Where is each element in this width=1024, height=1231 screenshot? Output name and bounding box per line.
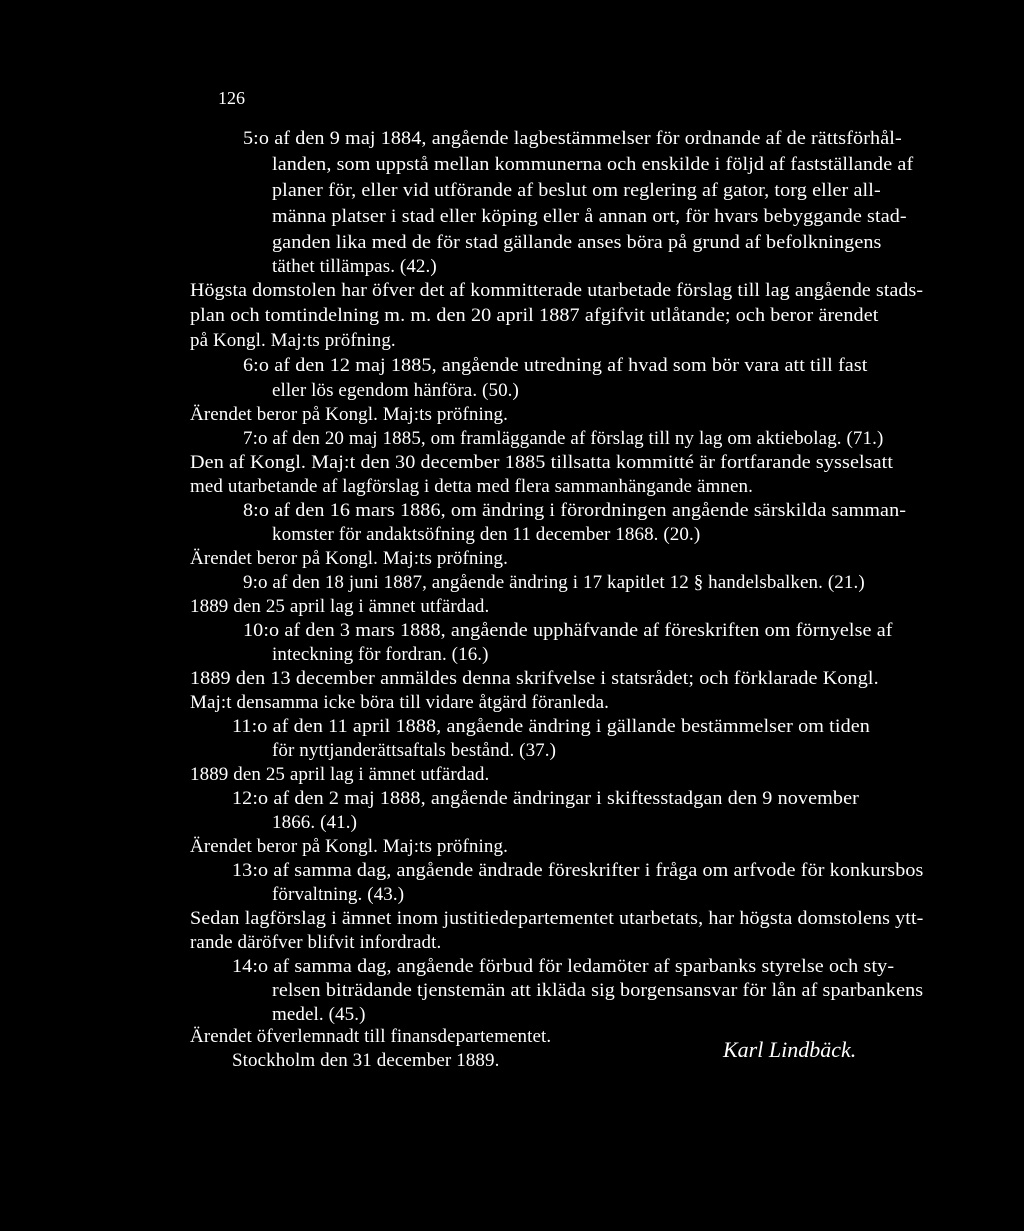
text-line: plan och tomtindelning m. m. den 20 april 1887 afgifvit utlåtande; och beror ärendet (190, 305, 879, 326)
text-line: inteckning för fordran. (16.) (272, 644, 489, 665)
text-line: 7:o af den 20 maj 1885, om framläggande af förslag till ny lag om aktiebolag. (71.) (243, 428, 884, 449)
text-line: 1889 den 25 april lag i ämnet utfärdad. (190, 596, 490, 617)
text-line: ganden lika med de för stad gällande anses böra på grund af befolkningens (272, 232, 882, 253)
text-line: 14:o af samma dag, angående förbud för ledamöter af sparbanks styrelse och sty- (232, 956, 895, 977)
text-line: 5:o af den 9 maj 1884, angående lagbestämmelser för ordnande af de rättsförhål- (243, 128, 902, 149)
text-line: Ärendet beror på Kongl. Maj:ts pröfning. (190, 548, 508, 569)
text-line: för nyttjanderättsaftals bestånd. (37.) (272, 740, 557, 761)
text-line: eller lös egendom hänföra. (50.) (272, 380, 519, 401)
text-line: rande däröfver blifvit infordradt. (190, 932, 442, 953)
text-line: Den af Kongl. Maj:t den 30 december 1885 tillsatta kommitté är fortfarande sysselsatt (190, 452, 894, 473)
text-line: 1889 den 25 april lag i ämnet utfärdad. (190, 764, 490, 785)
text-line: landen, som uppstå mellan kommunerna och enskilde i följd af fastställande af (272, 154, 914, 175)
text-line: 6:o af den 12 maj 1885, angående utredning af hvad som bör vara att till fast (243, 355, 868, 376)
text-line: 1889 den 13 december anmäldes denna skrifvelse i statsrådet; och förklarade Kongl. (190, 668, 879, 689)
signature: Karl Lindbäck. (723, 1037, 857, 1062)
text-line: 1866. (41.) (272, 812, 358, 833)
text-line: 9:o af den 18 juni 1887, angående ändring i 17 kapitlet 12 § handelsbalken. (21.) (243, 572, 865, 593)
text-line: med utarbetande af lagförslag i detta med flera sammanhängande ämnen. (190, 476, 753, 497)
text-line: täthet tillämpas. (42.) (272, 256, 437, 277)
text-line: 13:o af samma dag, angående ändrade föreskrifter i fråga om arfvode för konkursbos (232, 860, 924, 881)
text-line: Ärendet beror på Kongl. Maj:ts pröfning. (190, 404, 508, 425)
text-line: Maj:t densamma icke böra till vidare åtgärd föranleda. (190, 692, 610, 713)
text-line: komster för andaktsöfning den 11 december 1868. (20.) (272, 524, 701, 545)
text-line: Ärendet beror på Kongl. Maj:ts pröfning. (190, 836, 508, 857)
text-line: 12:o af den 2 maj 1888, angående ändringar i skiftesstadgan den 9 november (232, 788, 859, 809)
page-number: 126 (218, 88, 245, 108)
text-line: förvaltning. (43.) (272, 884, 405, 905)
text-line: 11:o af den 11 april 1888, angående ändring i gällande bestämmelser om tiden (232, 716, 870, 737)
text-line: Högsta domstolen har öfver det af kommitterade utarbetade förslag till lag angående stads- (190, 280, 924, 301)
text-line: 10:o af den 3 mars 1888, angående upphäfvande af föreskriften om förnyelse af (243, 620, 893, 641)
text-line: medel. (45.) (272, 1004, 366, 1025)
text-line: Sedan lagförslag i ämnet inom justitiedepartementet utarbetats, har högsta domstolens ytt- (190, 908, 924, 929)
text-line: på Kongl. Maj:ts pröfning. (190, 330, 396, 351)
text-line: männa platser i stad eller köping eller å annan ort, för hvars bebyggande stad- (272, 206, 907, 227)
text-line: Stockholm den 31 december 1889. (232, 1050, 500, 1071)
text-line: planer för, eller vid utförande af beslut om reglering af gator, torg eller all- (272, 180, 881, 201)
text-line: relsen biträdande tjenstemän att ikläda sig borgensansvar för lån af sparbankens (272, 980, 924, 1001)
text-line: Ärendet öfverlemnadt till finansdepartementet. (190, 1026, 552, 1047)
text-line: 8:o af den 16 mars 1886, om ändring i förordningen angående särskilda samman- (243, 500, 907, 521)
